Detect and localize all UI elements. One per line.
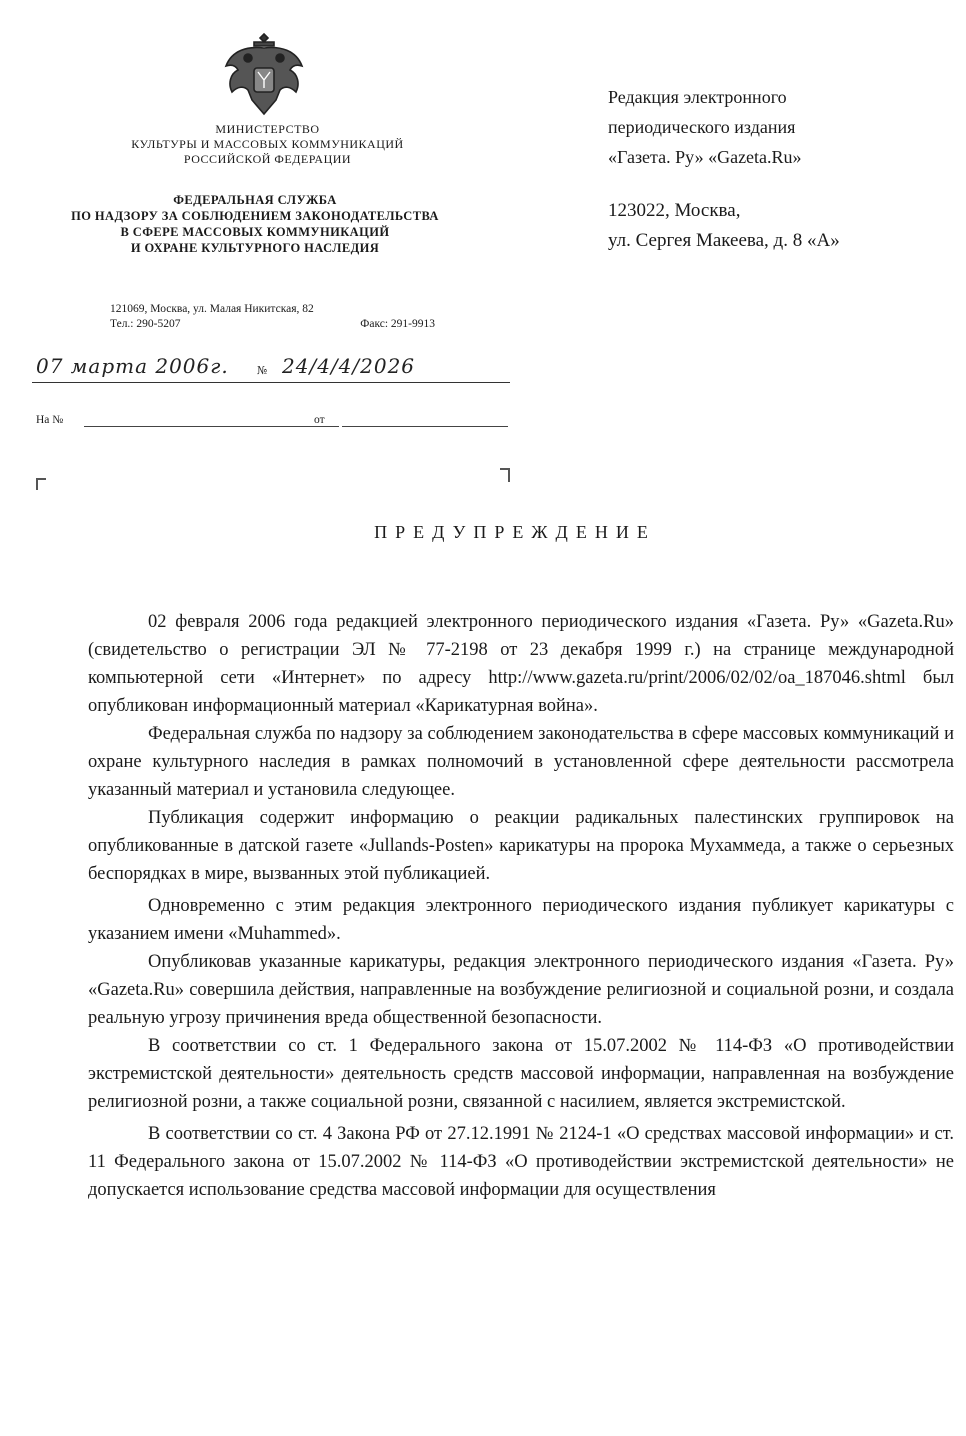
addressee-line: Редакция электронного bbox=[608, 87, 787, 107]
addressee-block bbox=[608, 82, 958, 172]
addressee-address-line: 123022, Москва, bbox=[608, 200, 741, 221]
ministry-line: МИНИСТЕРСТВО bbox=[215, 122, 320, 136]
sender-address: 121069, Москва, ул. Малая Никитская, 82 bbox=[110, 303, 314, 315]
addressee-line: периодического издания bbox=[608, 117, 796, 137]
addressee-address-line: ул. Сергея Макеева, д. 8 «А» bbox=[608, 230, 840, 251]
document-body bbox=[88, 608, 954, 1204]
sender-fax: Факс: 291-9913 bbox=[360, 318, 435, 330]
addressee-address bbox=[608, 196, 958, 256]
date-number-line bbox=[32, 352, 510, 383]
body-paragraph: Опубликовав указанные карикатуры, редакция электронного периодического издания «Газета. Ру» «Gazeta.Ru» совершила действия, направленные на возбуждение религиозной и социальной розни, и создала реальную угрозу причинения вреда общественной безопасности. bbox=[88, 952, 954, 1028]
address-bracket-left bbox=[36, 478, 46, 490]
body-paragraph: В соответствии со ст. 1 Федерального закона от 15.07.2002 № 114-ФЗ «О противодействии экстремистской деятельности» деятельность средств массовой информации, направленная на возбуждение религиозной розни, а также социальной розни, связанной с насилием, является экстремистской. bbox=[88, 1036, 954, 1112]
service-line: ФЕДЕРАЛЬНАЯ СЛУЖБА bbox=[173, 193, 337, 207]
reference-blank bbox=[84, 426, 339, 427]
sender-phone: Тел.: 290-5207 bbox=[110, 318, 181, 330]
body-paragraph: 02 февраля 2006 года редакцией электронного периодического издания «Газета. Ру» «Gazeta.Ru» (свидетельство о регистрации ЭЛ № 77-2198 от 23 декабря 1999 г.) на странице международной компьютерной сети «Интернет» по адресу http://www.gazeta.ru/print/2006/02/02/oa_187046.shtml был опубликован информационный материал «Карикатурная война». bbox=[88, 612, 954, 716]
ministry-line: КУЛЬТУРЫ И МАССОВЫХ КОММУНИКАЦИЙ bbox=[131, 137, 404, 151]
body-paragraph: В соответствии со ст. 4 Закона РФ от 27.12.1991 № 2124-1 «О средствах массовой информации» и ст. 11 Федерального закона от 15.07.2002 № 114-ФЗ «О противодействии экстремистской деятельности» не допускается использование средства массовой информации для осуществления bbox=[88, 1124, 954, 1200]
number-label: № bbox=[257, 364, 268, 377]
service-line: ПО НАДЗОРУ ЗА СОБЛЮДЕНИЕМ ЗАКОНОДАТЕЛЬСТВА bbox=[71, 209, 439, 223]
reference-from-label: от bbox=[314, 414, 325, 426]
body-paragraph: Федеральная служба по надзору за соблюдением законодательства в сфере массовых коммуникаций и охране культурного наследия в рамках полномочий в установленной сфере деятельности рассмотрела указанный материал и установила следующее. bbox=[88, 724, 954, 800]
reference-label: На № bbox=[36, 414, 64, 426]
addressee-line: «Газета. Ру» «Gazeta.Ru» bbox=[608, 147, 802, 167]
service-name bbox=[20, 192, 490, 256]
service-line: И ОХРАНЕ КУЛЬТУРНОГО НАСЛЕДИЯ bbox=[130, 241, 380, 255]
coat-of-arms-emblem bbox=[218, 28, 310, 120]
sender-contacts bbox=[110, 302, 470, 332]
handwritten-date: 07 марта 2006г. bbox=[36, 354, 229, 378]
reference-date-blank bbox=[342, 426, 508, 427]
reference-line bbox=[36, 414, 506, 426]
ministry-name bbox=[60, 122, 475, 167]
ministry-line: РОССИЙСКОЙ ФЕДЕРАЦИИ bbox=[183, 152, 352, 166]
handwritten-number: 24/4/4/2026 bbox=[282, 354, 416, 378]
service-line: В СФЕРЕ МАССОВЫХ КОММУНИКАЦИЙ bbox=[120, 225, 390, 239]
address-bracket-right bbox=[500, 468, 510, 482]
body-paragraph: Одновременно с этим редакция электронного периодического издания публикует карикатуры с указанием имени «Muhammed». bbox=[88, 896, 954, 944]
body-paragraph: Публикация содержит информацию о реакции радикальных палестинских группировок на опубликованные в датской газете «Jullands-Posten» карикатуры на пророка Мухаммеда, а также о серьезных беспорядках в мире, вызванных этой публикацией. bbox=[88, 808, 954, 884]
document-title: ПРЕДУПРЕЖДЕНИЕ bbox=[374, 522, 656, 542]
